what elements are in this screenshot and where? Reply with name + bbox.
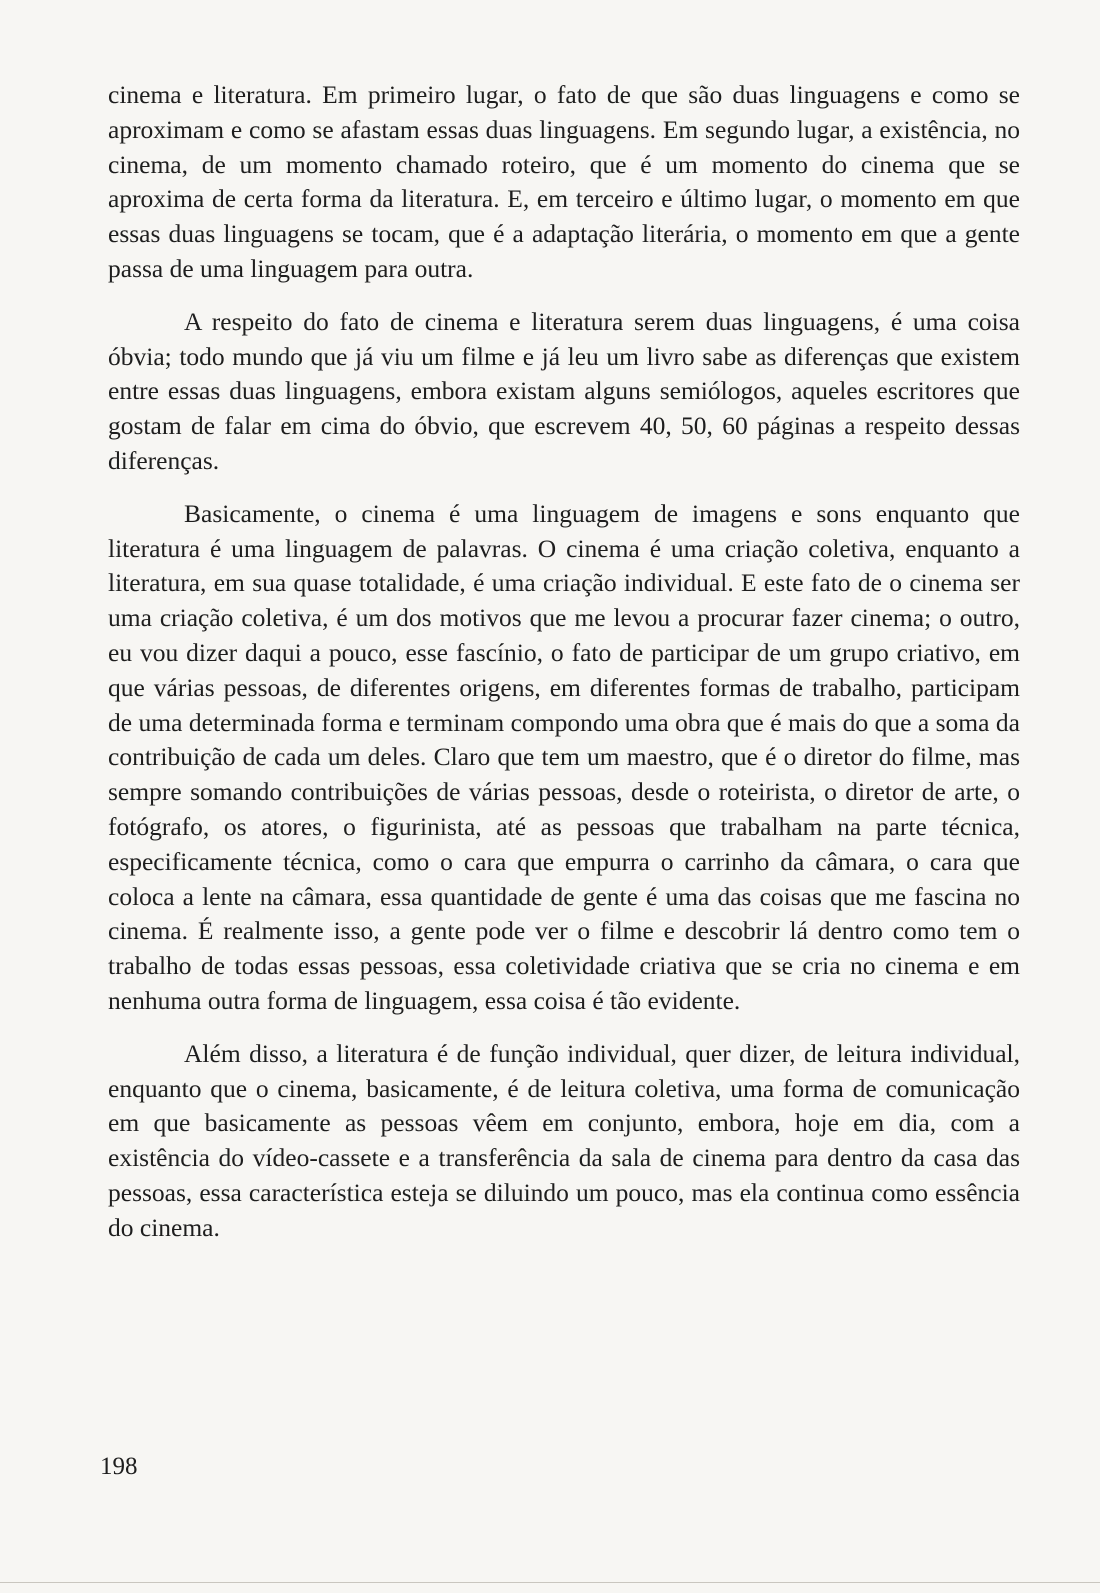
paragraph-3: Basicamente, o cinema é uma linguagem de imagens e sons enquanto que literatura é uma linguagem de palavras. O cinema é uma criação coletiva, enquanto a literatura, em sua quase totalidade, é uma criação individual. E este fato de o cinema ser uma criação coletiva, é um dos motivos que me levou a procurar fazer cinema; o outro, eu vou dizer daqui a pouco, esse fascínio, o fato de participar de um grupo criativo, em que várias pessoas, de diferentes origens, em diferentes formas de trabalho, participam de uma determinada forma e terminam compondo uma obra que é mais do que a soma da contribuição de cada um deles. Claro que tem um maestro, que é o diretor do filme, mas sempre somando contribuições de várias pessoas, desde o roteirista, o diretor de arte, o fotógrafo, os atores, o figurinista, até as pessoas que trabalham na parte técnica, especificamente técnica, como o cara que empurra o carrinho da câmara, o cara que coloca a lente na câmara, essa quantidade de gente é uma das coisas que me fascina no cinema. É realmente isso, a gente pode ver o filme e descobrir lá dentro como tem o trabalho de todas essas pessoas, essa coletividade criativa que se cria no cinema e em nenhuma outra forma de linguagem, essa coisa é tão evidente. — [108, 498, 1020, 1015]
page-edge — [0, 1582, 1100, 1583]
page-number: 198 — [100, 1453, 138, 1480]
paragraph-1: cinema e literatura. Em primeiro lugar, o fato de que são duas linguagens e como se aproximam e como se afastam essas duas linguagens. Em segundo lugar, a existência, no cinema, de um momento chamado roteiro, que é um momento do cinema que se aproxima de certa forma da literatura. E, em terceiro e último lugar, o momento em que essas duas linguagens se tocam, que é a adaptação literária, o momento em que a gente passa de uma linguagem para outra. — [108, 80, 1020, 283]
body-text — [108, 78, 1020, 1264]
paragraph-2: A respeito do fato de cinema e literatura serem duas linguagens, é uma coisa óbvia; todo mundo que já viu um filme e já leu um livro sabe as diferenças que existem entre essas duas linguagens, embora existam alguns semiólogos, aqueles escritores que gostam de falar em cima do óbvio, que escrevem 40, 50, 60 páginas a respeito dessas diferenças. — [108, 306, 1020, 475]
paragraph-4: Além disso, a literatura é de função individual, quer dizer, de leitura individual, enquanto que o cinema, basicamente, é de leitura coletiva, uma forma de comunicação em que basicamente as pessoas vêem em conjunto, embora, hoje em dia, com a existência do vídeo-cassete e a transferência da sala de cinema para dentro da casa das pessoas, essa característica esteja se diluindo um pouco, mas ela continua como essência do cinema. — [108, 1038, 1020, 1242]
